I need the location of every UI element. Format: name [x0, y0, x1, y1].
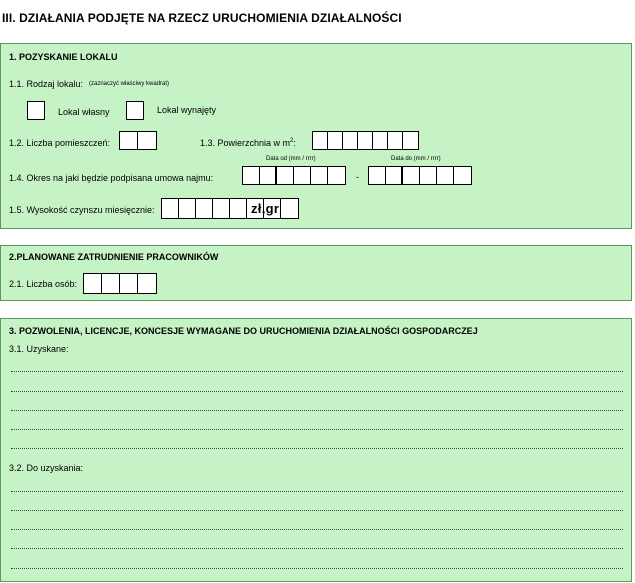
employees-count-input[interactable] [83, 273, 157, 294]
digit-cell[interactable] [358, 132, 373, 149]
area-input[interactable] [312, 131, 419, 150]
section-3-panel [0, 318, 632, 582]
obtained-permits-line[interactable] [11, 371, 623, 372]
q14-label: 1.4. Okres na jaki będzie podpisana umowa najmu: [9, 173, 214, 183]
section-2-panel [0, 245, 632, 301]
q12-label: 1.2. Liczba pomieszczeń: [9, 138, 111, 148]
digit-cell[interactable] [277, 167, 294, 184]
digit-cell[interactable] [138, 274, 156, 293]
digit-cell[interactable] [369, 167, 386, 184]
digit-cell[interactable] [120, 132, 138, 149]
q13-label-text: 1.3. Powierzchnia w m [200, 138, 291, 148]
digit-cell[interactable] [120, 274, 138, 293]
q13-label-sup: 2 [290, 138, 294, 144]
pending-permits-line[interactable] [11, 529, 623, 530]
rented-premises-label: Lokal wynajęty [157, 105, 217, 115]
q11-hint: (zaznaczyć właściwy kwadrat) [89, 81, 170, 87]
digit-cell[interactable] [102, 274, 120, 293]
section-2-heading: 2.PLANOWANE ZATRUDNIENIE PRACOWNIKÓW [9, 252, 219, 262]
q31-label: 3.1. Uzyskane: [9, 344, 69, 354]
digit-cell[interactable] [403, 167, 420, 184]
digit-cell[interactable] [281, 199, 298, 218]
digit-cell[interactable] [403, 132, 418, 149]
section-3-heading: 3. POZWOLENIA, LICENCJE, KONCESJE WYMAGANE DO URUCHOMIENIA DZIAŁALNOŚCI GOSPODARCZEJ [9, 326, 478, 336]
obtained-permits-line[interactable] [11, 391, 623, 392]
obtained-permits-line[interactable] [11, 429, 623, 430]
own-premises-label: Lokal własny [58, 107, 110, 117]
digit-cell[interactable] [179, 199, 196, 218]
date-range-dash: - [356, 172, 359, 182]
q13-label [200, 138, 296, 148]
digit-cell[interactable] [294, 167, 311, 184]
digit-cell[interactable] [313, 132, 328, 149]
digit-cell[interactable] [420, 167, 437, 184]
digit-cell[interactable] [213, 199, 230, 218]
digit-cell[interactable] [454, 167, 471, 184]
digit-cell[interactable] [328, 132, 343, 149]
digit-cell[interactable] [84, 274, 102, 293]
digit-cell[interactable] [388, 132, 403, 149]
q11-label: 1.1. Rodzaj lokalu: [9, 79, 84, 89]
lease-date-to-input[interactable] [368, 166, 472, 185]
q13-label-colon: : [293, 138, 296, 148]
pending-permits-line[interactable] [11, 491, 623, 492]
digit-cell[interactable] [162, 199, 179, 218]
pending-permits-line[interactable] [11, 510, 623, 511]
date-to-caption: Data do (mm / rrrr) [391, 156, 441, 162]
currency-label: zł,gr [251, 201, 280, 216]
digit-cell[interactable] [328, 167, 345, 184]
digit-cell[interactable] [260, 167, 277, 184]
rented-premises-checkbox[interactable] [126, 101, 144, 120]
digit-cell[interactable] [243, 167, 260, 184]
digit-cell[interactable] [138, 132, 156, 149]
digit-cell[interactable] [343, 132, 358, 149]
section-1-panel [0, 43, 632, 229]
q21-label: 2.1. Liczba osób: [9, 279, 78, 289]
q32-label: 3.2. Do uzyskania: [9, 463, 84, 473]
own-premises-checkbox[interactable] [27, 101, 45, 120]
page-title: III. DZIAŁANIA PODJĘTE NA RZECZ URUCHOMIENIA DZIAŁALNOŚCI [2, 11, 402, 25]
pending-permits-line[interactable] [11, 568, 623, 569]
section-1-heading: 1. POZYSKANIE LOKALU [9, 52, 118, 62]
digit-cell[interactable] [386, 167, 403, 184]
obtained-permits-line[interactable] [11, 448, 623, 449]
pending-permits-line[interactable] [11, 548, 623, 549]
digit-cell[interactable] [196, 199, 213, 218]
digit-cell[interactable] [311, 167, 328, 184]
digit-cell[interactable] [230, 199, 247, 218]
q15-label: 1.5. Wysokość czynszu miesięcznie: [9, 205, 155, 215]
digit-cell[interactable] [437, 167, 454, 184]
rooms-count-input[interactable] [119, 131, 157, 150]
date-from-caption: Data od (mm / rrrr) [266, 156, 316, 162]
digit-cell[interactable] [373, 132, 388, 149]
obtained-permits-line[interactable] [11, 410, 623, 411]
lease-date-from-input[interactable] [242, 166, 346, 185]
